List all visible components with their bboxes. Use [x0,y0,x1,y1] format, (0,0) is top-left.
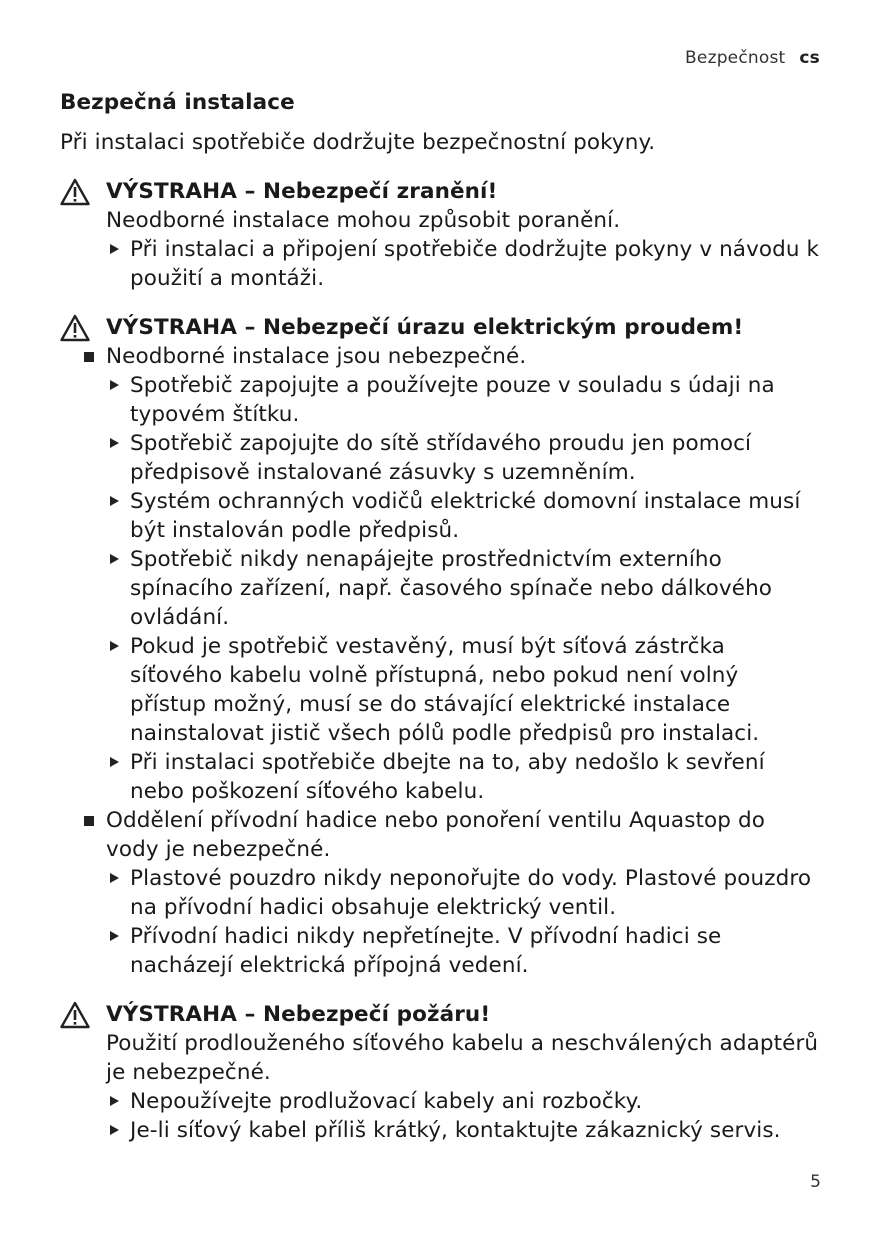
instruction-step: Pokud je spotřebič vestavěný, musí být síťová zástrčka síťového kabelu volně přístupná, nebo pokud není volný přístup možný, musí se do stávající elektrické instalace nainstalovat jistič všech pólů podle předpisů pro instalaci. [130,632,820,748]
page-number: 5 [810,1172,821,1192]
warning-triangle-icon [60,314,90,342]
instruction-step: Spotřebič zapojujte a používejte pouze v souladu s údaji na typovém štítku. [130,371,820,429]
page-content [60,88,820,1145]
warning-fire [60,1000,820,1145]
warning-heading: VÝSTRAHA – Nebezpečí úrazu elektrickým proudem! [106,315,744,340]
instruction-step: Spotřebič zapojujte do sítě střídavého proudu jen pomocí předpisově instalované zásuvky s uzemněním. [130,429,820,487]
warning-injury [60,177,820,293]
warning-text: Neodborné instalace mohou způsobit poranění. [106,208,621,233]
running-header [685,48,820,68]
header-language: cs [799,48,820,68]
warning-text: Použití prodlouženého síťového kabelu a neschválených adaptérů je nebezpečné. [106,1031,819,1085]
instruction-step: Nepoužívejte prodlužovací kabely ani rozbočky. [130,1087,820,1116]
bullet-item: Neodborné instalace jsou nebezpečné. [106,342,820,371]
warning-heading: VÝSTRAHA – Nebezpečí požáru! [106,1002,491,1027]
instruction-step: Při instalaci spotřebiče dbejte na to, aby nedošlo k sevření nebo poškození síťového kabelu. [130,748,820,806]
instruction-step: Přívodní hadici nikdy nepřetínejte. V přívodní hadici se nacházejí elektrická přípojná vedení. [130,922,820,980]
intro-text: Při instalaci spotřebiče dodržujte bezpečnostní pokyny. [60,130,656,155]
instruction-step: Při instalaci a připojení spotřebiče dodržujte pokyny v návodu k použití a montáži. [130,237,820,291]
instruction-step: Spotřebič nikdy nenapájejte prostřednictvím externího spínacího zařízení, např. časového spínače nebo dálkového ovládání. [130,545,820,632]
warning-heading: VÝSTRAHA – Nebezpečí zranění! [106,179,498,204]
instruction-step: Plastové pouzdro nikdy neponořujte do vody. Plastové pouzdro na přívodní hadici obsahuje elektrický ventil. [130,864,820,922]
warning-triangle-icon [60,1001,90,1029]
warning-electric-shock [60,313,820,980]
section-title: Bezpečná instalace [60,90,295,115]
warning-triangle-icon [60,178,90,206]
instruction-step: Systém ochranných vodičů elektrické domovní instalace musí být instalován podle předpisů. [130,487,820,545]
header-section: Bezpečnost [685,48,786,68]
bullet-item: Oddělení přívodní hadice nebo ponoření ventilu Aquastop do vody je nebezpečné. [106,806,820,864]
instruction-step: Je-li síťový kabel příliš krátký, kontaktujte zákaznický servis. [130,1116,820,1145]
